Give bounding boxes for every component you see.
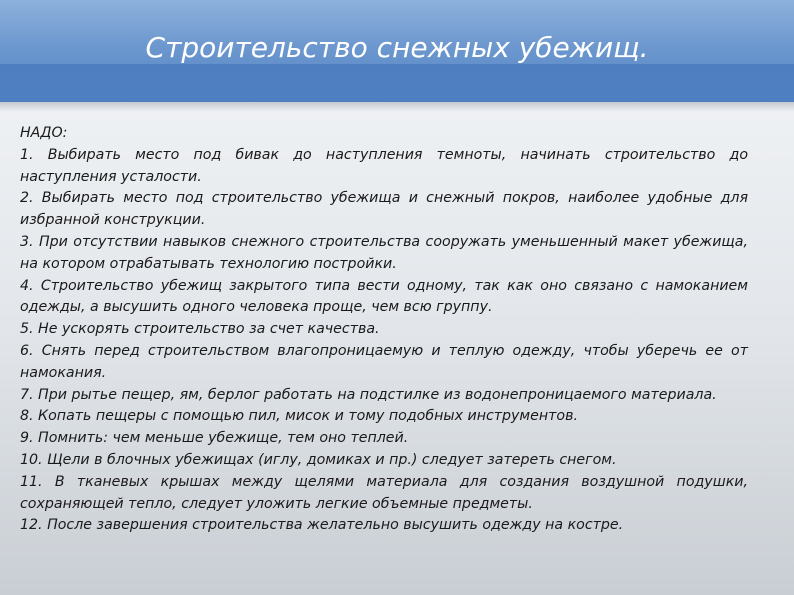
- list-item: 8. Копать пещеры с помощью пил, мисок и тому подобных инструментов.: [20, 408, 578, 425]
- list-item: 7. При рытье пещер, ям, берлог работать на подстилке из водонепроницаемого материала.: [20, 386, 717, 403]
- list-item: 12. После завершения строительства желательно высушить одежду на костре.: [20, 517, 624, 534]
- list-item: 2. Выбирать место под строительство убежища и снежный покров, наиболее удобные для избранной конструкции.: [20, 190, 748, 229]
- list-item: 11. В тканевых крышах между щелями материала для создания воздушной подушки, сохраняющей тепло, следует уложить легкие объемные предметы.: [20, 473, 748, 512]
- title-bar-stripe: [0, 64, 794, 102]
- list-item: 4. Строительство убежищ закрытого типа вести одному, так как оно связано с намоканием одежды, а высушить одного человека проще, чем всю группу.: [20, 277, 748, 316]
- title-bar: [0, 0, 794, 102]
- slide-title: Строительство снежных убежищ.: [145, 31, 649, 64]
- intro-label: НАДО:: [20, 125, 68, 141]
- list-item: 5. Не ускорять строительство за счет качества.: [20, 321, 380, 338]
- list-item: 9. Помнить: чем меньше убежище, тем оно теплей.: [20, 430, 409, 447]
- list-item: 10. Щели в блочных убежищах (иглу, домиках и пр.) следует затереть снегом.: [20, 451, 617, 468]
- slide-body: [20, 123, 748, 537]
- title-bar-shadow: [0, 102, 794, 112]
- list-item: 6. Снять перед строительством влагопроницаемую и теплую одежду, чтобы уберечь ее от намокания.: [20, 342, 748, 381]
- list-item: 3. При отсутствии навыков снежного строительства сооружать уменьшенный макет убежища, на котором отрабатывать технологию постройки.: [20, 233, 748, 272]
- list-item: 1. Выбирать место под бивак до наступления темноты, начинать строительство до наступления усталости.: [20, 146, 748, 185]
